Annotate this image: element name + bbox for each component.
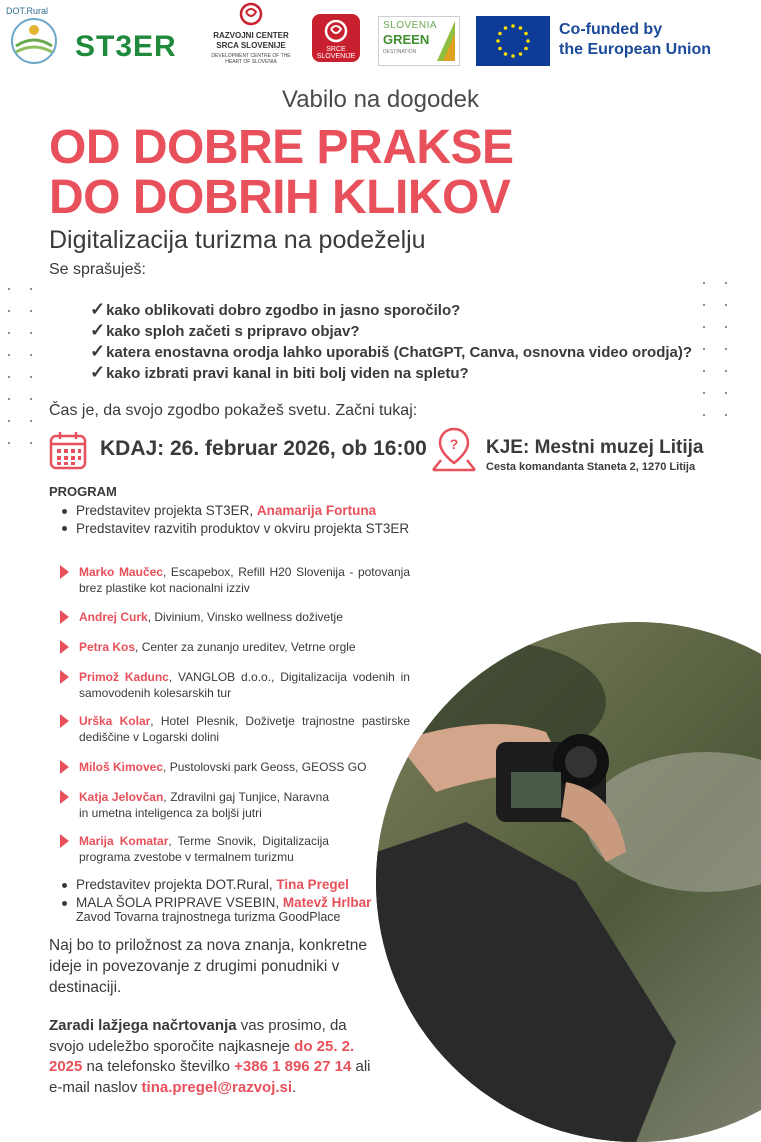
triangle-bullet-icon <box>60 790 69 804</box>
sg-line3: DESTINATION <box>383 49 417 55</box>
ask-label: Se sprašuješ: <box>49 261 146 278</box>
question-item: ✓katera enostavna orodja lahko uporabiš (ChatGPT, Canva, osnovna video orodja)? <box>90 341 693 361</box>
steer-logo: ST3ER <box>75 30 177 63</box>
check-icon: ✓ <box>90 299 106 319</box>
bullet-icon <box>62 509 67 514</box>
eu-cofunded-text <box>559 20 711 60</box>
closing-text: Naj bo to priložnost za nova znanja, konkretne ideje in povezovanje z drugimi ponudniki v destinaciji. <box>49 937 367 996</box>
calendar-icon <box>49 430 87 470</box>
triangle-bullet-icon <box>60 714 69 728</box>
sg-line2: GREEN <box>383 32 430 47</box>
eu-line2: the European Union <box>559 41 711 58</box>
check-icon: ✓ <box>90 341 106 361</box>
sg-line1: SLOVENIA <box>383 20 438 31</box>
triangle-bullet-icon <box>60 760 69 774</box>
right-dot-column-2 <box>725 282 727 442</box>
eu-flag-icon <box>476 16 550 66</box>
left-dot-column-2 <box>30 288 32 448</box>
bullet-icon <box>62 526 67 531</box>
event-when: KDAJ: 26. februar 2026, ob 16:00 <box>100 437 427 460</box>
triangle-bullet-icon <box>60 670 69 684</box>
heart-icon <box>312 16 360 46</box>
green-leaf-icon <box>435 19 457 63</box>
question-item: ✓kako izbrati pravi kanal in biti bolj viden na spletu? <box>90 362 469 382</box>
srce-label: SRCE SLOVENIJE <box>316 46 356 60</box>
title-line1: OD DOBRE PRAKSE <box>49 121 514 174</box>
phone-number: +386 1 896 27 14 <box>234 1058 352 1075</box>
check-icon: ✓ <box>90 320 106 340</box>
program-item: Predstavitev razvitih produktov v okviru projekta ST3ER <box>62 520 417 537</box>
triangle-bullet-icon <box>60 640 69 654</box>
program-item: Predstavitev projekta ST3ER, Anamarija Fortuna <box>62 502 422 519</box>
camera-hands-photo-icon <box>376 622 761 1142</box>
bullet-icon <box>62 883 67 888</box>
bullet-icon <box>62 901 67 906</box>
time-line: Čas je, da svojo zgodbo pokažeš svetu. Začni tukaj: <box>49 402 418 419</box>
eu-line1: Co-funded by <box>559 21 663 38</box>
triangle-bullet-icon <box>60 610 69 624</box>
program-item-org: Zavod Tovarna trajnostnega turizma GoodPlace <box>76 910 341 924</box>
dot-rural-label: DOT.Rural <box>6 6 49 16</box>
razvojni-center-logo <box>203 2 299 65</box>
triangle-bullet-icon <box>60 834 69 848</box>
program-label: PROGRAM <box>49 484 117 499</box>
dot-rural-emblem-icon <box>6 16 62 66</box>
program-item: MALA ŠOLA PRIPRAVE VSEBIN, Matevž Hrlbar <box>62 894 392 911</box>
heart-swirl-icon <box>203 2 299 26</box>
left-dot-column <box>8 288 10 448</box>
question-item: ✓kako sploh začeti s pripravo objav? <box>90 320 360 340</box>
triangle-bullet-icon <box>60 565 69 579</box>
question-item: ✓kako oblikovati dobro zgodbo in jasno sporočilo? <box>90 299 461 319</box>
srce-slovenije-logo <box>312 14 360 62</box>
event-address: Cesta komandanta Staneta 2, 1270 Litija <box>486 461 696 473</box>
rc-name: RAZVOJNI CENTER SRCA SLOVENIJE <box>213 31 289 50</box>
title-line2: DO DOBRIH KLIKOV <box>49 171 511 224</box>
location-pin-icon <box>431 426 477 472</box>
slovenia-green-logo <box>378 16 460 66</box>
rc-subtitle: DEVELOPMENT CENTRE OF THE HEART OF SLOVENIA <box>211 53 291 65</box>
email-link[interactable]: tina.pregel@razvoj.si <box>141 1078 293 1096</box>
dot-rural-logo <box>6 6 64 68</box>
invite-heading: Vabilo na dogodek <box>281 86 480 113</box>
svg-text:?: ? <box>449 436 459 452</box>
program-item: Predstavitev projekta DOT.Rural, Tina Pregel <box>62 876 392 893</box>
event-where: KJE: Mestni muzej Litija <box>486 437 704 458</box>
registration-text: Zaradi lažjega načrtovanja vas prosimo, da svojo udeležbo sporočite najkasneje do 25. 2. 2025 na telefonsko številko +386 1 896 27 14 ali e-mail naslov tina.pregel@razvoj.si. <box>49 1017 371 1096</box>
right-dot-column <box>703 282 705 442</box>
photographer-photo <box>376 622 761 1142</box>
event-subtitle: Digitalizacija turizma na podeželju <box>49 226 426 254</box>
check-icon: ✓ <box>90 362 106 382</box>
